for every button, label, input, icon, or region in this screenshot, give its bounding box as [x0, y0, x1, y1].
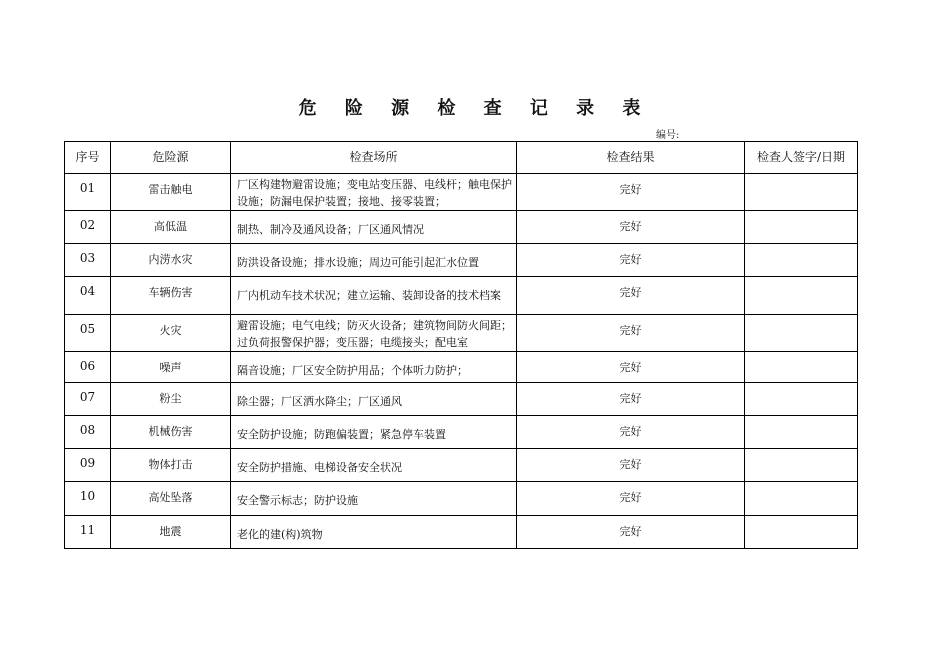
cell-location: [231, 315, 517, 352]
table-row: [65, 482, 858, 516]
table-row: [65, 315, 858, 352]
cell-index: 02: [65, 211, 111, 244]
cell-signature[interactable]: [745, 277, 858, 315]
cell-hazard: 机械伤害: [111, 416, 231, 449]
table-row: [65, 416, 858, 449]
cell-result: 完好: [517, 516, 745, 549]
cell-signature[interactable]: [745, 482, 858, 516]
cell-index: 03: [65, 244, 111, 277]
serial-number-label: 编号:: [656, 130, 680, 141]
cell-index: 07: [65, 383, 111, 416]
table-header-row: [65, 142, 858, 174]
cell-index: 08: [65, 416, 111, 449]
table-row: [65, 277, 858, 315]
cell-hazard: 雷击触电: [111, 174, 231, 211]
cell-hazard: 噪声: [111, 352, 231, 383]
cell-result: 完好: [517, 416, 745, 449]
cell-signature[interactable]: [745, 449, 858, 482]
cell-index: 09: [65, 449, 111, 482]
location-text: 老化的建(构)筑物: [237, 528, 323, 541]
cell-result: 完好: [517, 315, 745, 352]
cell-signature[interactable]: [745, 383, 858, 416]
cell-result: 完好: [517, 482, 745, 516]
cell-location: [231, 352, 517, 383]
table-row: [65, 174, 858, 211]
location-text: 厂区构建物避雷设施；变电站变压器、电线杆；触电保护设施；防漏电保护装置；接地、接零装置；: [237, 178, 512, 208]
cell-result: 完好: [517, 352, 745, 383]
cell-signature[interactable]: [745, 211, 858, 244]
cell-index: 04: [65, 277, 111, 315]
cell-index: 05: [65, 315, 111, 352]
location-text: 制热、制冷及通风设备；厂区通风情况: [237, 223, 424, 236]
cell-hazard: 高低温: [111, 211, 231, 244]
cell-index: 06: [65, 352, 111, 383]
cell-signature[interactable]: [745, 352, 858, 383]
hazard-inspection-table: [64, 141, 858, 549]
header-signature: 检查人签字/日期: [745, 142, 858, 174]
header-index: 序号: [65, 142, 111, 174]
cell-index: 11: [65, 516, 111, 549]
cell-result: 完好: [517, 383, 745, 416]
cell-hazard: 车辆伤害: [111, 277, 231, 315]
cell-location: [231, 416, 517, 449]
cell-location: [231, 211, 517, 244]
cell-location: [231, 383, 517, 416]
location-text: 安全防护设施；防跑偏装置；紧急停车装置: [237, 428, 446, 441]
table-row: [65, 383, 858, 416]
table-row: [65, 352, 858, 383]
cell-result: 完好: [517, 449, 745, 482]
cell-location: [231, 244, 517, 277]
table-row: [65, 244, 858, 277]
location-text: 厂内机动车技术状况；建立运输、装卸设备的技术档案: [237, 289, 501, 302]
location-text: 安全警示标志；防护设施: [237, 494, 358, 507]
cell-index: 10: [65, 482, 111, 516]
cell-hazard: 粉尘: [111, 383, 231, 416]
cell-result: 完好: [517, 174, 745, 211]
cell-index: 01: [65, 174, 111, 211]
cell-result: 完好: [517, 211, 745, 244]
table-row: [65, 449, 858, 482]
cell-hazard: 内涝水灾: [111, 244, 231, 277]
location-text: 防洪设备设施；排水设施；周边可能引起汇水位置: [237, 256, 479, 269]
table-row: [65, 211, 858, 244]
header-result: 检查结果: [517, 142, 745, 174]
cell-signature[interactable]: [745, 315, 858, 352]
cell-hazard: 物体打击: [111, 449, 231, 482]
cell-location: [231, 277, 517, 315]
header-hazard: 危险源: [111, 142, 231, 174]
cell-result: 完好: [517, 277, 745, 315]
location-text: 安全防护措施、电梯设备安全状况: [237, 461, 402, 474]
document-title: 危 险 源 检 查 记 录 表: [298, 98, 652, 119]
cell-result: 完好: [517, 244, 745, 277]
cell-hazard: 高处坠落: [111, 482, 231, 516]
cell-signature[interactable]: [745, 416, 858, 449]
cell-signature[interactable]: [745, 174, 858, 211]
cell-location: [231, 516, 517, 549]
cell-signature[interactable]: [745, 244, 858, 277]
location-text: 隔音设施；厂区安全防护用品；个体听力防护；: [237, 364, 468, 377]
location-text: 避雷设施；电气电线；防灭火设备；建筑物间防火间距；过负荷报警保护器；变压器；电缆接头；配电室: [237, 319, 512, 349]
cell-location: [231, 174, 517, 211]
cell-signature[interactable]: [745, 516, 858, 549]
cell-location: [231, 482, 517, 516]
cell-hazard: 火灾: [111, 315, 231, 352]
header-location: 检查场所: [231, 142, 517, 174]
cell-location: [231, 449, 517, 482]
table-row: [65, 516, 858, 549]
cell-hazard: 地震: [111, 516, 231, 549]
location-text: 除尘器；厂区洒水降尘；厂区通风: [237, 395, 402, 408]
